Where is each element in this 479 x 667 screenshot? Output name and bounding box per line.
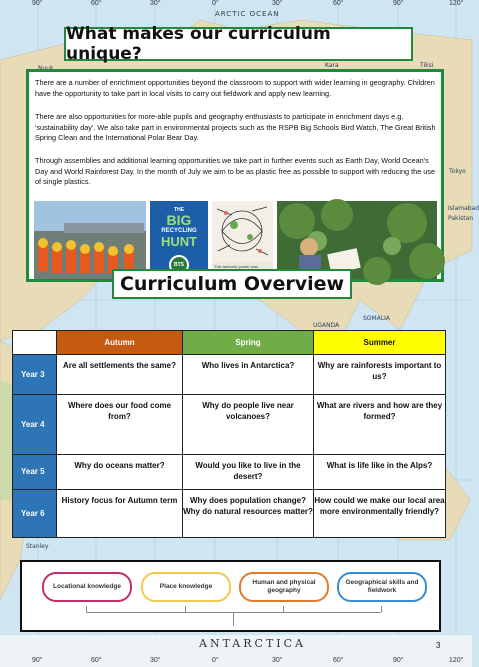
year-label: Year 5 (13, 454, 57, 489)
poster-line: RECYCLING (161, 228, 197, 234)
table-header-summer: Summer (314, 331, 446, 355)
topic-cell: Are all settlements the same? (57, 355, 183, 395)
table-header-row (13, 331, 446, 355)
topic-cell: Why do oceans matter? (57, 454, 183, 489)
fieldwork-photo (34, 201, 146, 279)
page-number: 3 (436, 641, 441, 650)
longitude-label-top: 120° (449, 0, 464, 7)
curriculum-table (12, 330, 446, 538)
map-place-label: Tokyo (449, 168, 466, 175)
longitude-label-top: 60° (91, 0, 102, 7)
longitude-label: 30° (272, 657, 283, 664)
recycling-hunt-poster (150, 201, 208, 279)
poster-line: HUNT (160, 234, 198, 249)
enrichment-paragraph: Through assemblies and additional learning opportunities we take part in further events such as Earth Day, World Ocean's Day and World Rainforest Day. In the month of July we aim to be as plastic free as possible to support with reducing the use of single plastics. (35, 156, 436, 187)
longitude-label: 60° (91, 657, 102, 664)
table-row (13, 454, 446, 489)
longitude-label-top: 0° (212, 0, 219, 7)
map-place-label: UGANDA (313, 322, 340, 329)
skill-human-physical-geography: Human and physical geography (239, 572, 329, 602)
longitude-label: 30° (150, 657, 161, 664)
topic-cell: Would you like to live in the desert? (183, 454, 314, 489)
longitude-label-top: 90° (393, 0, 404, 7)
bts-badge: BTS (169, 255, 189, 275)
topic-cell: What are rivers and how are they formed? (314, 395, 446, 454)
map-place-label: Stanley (26, 543, 49, 550)
topic-cell: Why does population change? Why do natural resources matter? (183, 489, 314, 537)
year-label: Year 3 (13, 355, 57, 395)
map-place-label: Pakistan (448, 215, 474, 222)
skill-geographical-fieldwork: Geographical skills and fieldwork (337, 572, 427, 602)
enrichment-panel (26, 69, 444, 282)
topic-cell: Where does our food come from? (57, 395, 183, 454)
longitude-label: 120° (449, 657, 464, 664)
longitude-label: 90° (32, 657, 43, 664)
enrichment-paragraph: There are a number of enrichment opportunities beyond the classroom to support with wider learning in geography. Children have the opportunity to take part in local visits to carry out fieldwork and apply new learning. (35, 78, 435, 98)
skills-connector-stem (233, 612, 234, 626)
table-header-spring: Spring (183, 331, 314, 355)
table-header-autumn: Autumn (57, 331, 183, 355)
longitude-label-top: 30° (272, 0, 283, 7)
enrichment-paragraph: There are also opportunities for more-able pupils and geography enthusiasts to participate in enrichment days e.g. 'sustainability day'. We also take part in environmental projects such as the RSPB Big Schools Bird Watch, The Great British Spring Clean and the International Polar Bear Day. (35, 112, 436, 143)
longitude-label-top: 60° (333, 0, 344, 7)
topic-cell: Why do people live near volcanoes? (183, 395, 314, 454)
skill-place-knowledge: Place knowledge (141, 572, 231, 602)
map-place-label: Tiksi (420, 62, 434, 69)
poster-line: BIG (166, 212, 192, 228)
longitude-label-top: 30° (150, 0, 161, 7)
overview-heading-box (112, 269, 352, 299)
skill-locational-knowledge: Locational knowledge (42, 572, 132, 602)
longitude-label-top: 90° (32, 0, 43, 7)
map-place-label: Islamabad (448, 205, 479, 212)
skills-connector-tick (185, 606, 186, 612)
topic-cell: Who lives in Antarctica? (183, 355, 314, 395)
year-label: Year 6 (13, 489, 57, 537)
topic-cell: Why are rainforests important to us? (314, 355, 446, 395)
map-place-label: SOMALIA (363, 315, 391, 322)
map-place-label: ARCTIC OCEAN (215, 10, 280, 18)
pupil-poster-drawing (212, 201, 273, 279)
skills-connector-tick (381, 606, 382, 612)
topic-cell: How could we make our local area more environmentally friendly? (314, 489, 446, 537)
poster-caption: This fantastic poster was (214, 264, 259, 269)
topic-cell: History focus for Autumn term (57, 489, 183, 537)
longitude-label: 0° (212, 657, 219, 664)
table-header-blank (13, 331, 57, 355)
page-title-box (64, 24, 413, 64)
geography-skills-box (20, 560, 441, 632)
poster-line: THE (174, 207, 184, 213)
map-place-label: Kara (325, 62, 339, 69)
antarctica-label: ANTARCTICA (199, 637, 306, 650)
page-title: What makes our curriculum unique? (66, 24, 331, 64)
skills-connector-tick (86, 606, 87, 612)
skills-connector-tick (283, 606, 284, 612)
longitude-label: 60° (333, 657, 344, 664)
table-row (13, 355, 446, 395)
table-row (13, 395, 446, 454)
girl-reading-photo (277, 201, 437, 279)
overview-heading: Curriculum Overview (119, 273, 345, 295)
table-row (13, 489, 446, 537)
longitude-label: 90° (393, 657, 404, 664)
year-label: Year 4 (13, 395, 57, 454)
topic-cell: What is life like in the Alps? (314, 454, 446, 489)
